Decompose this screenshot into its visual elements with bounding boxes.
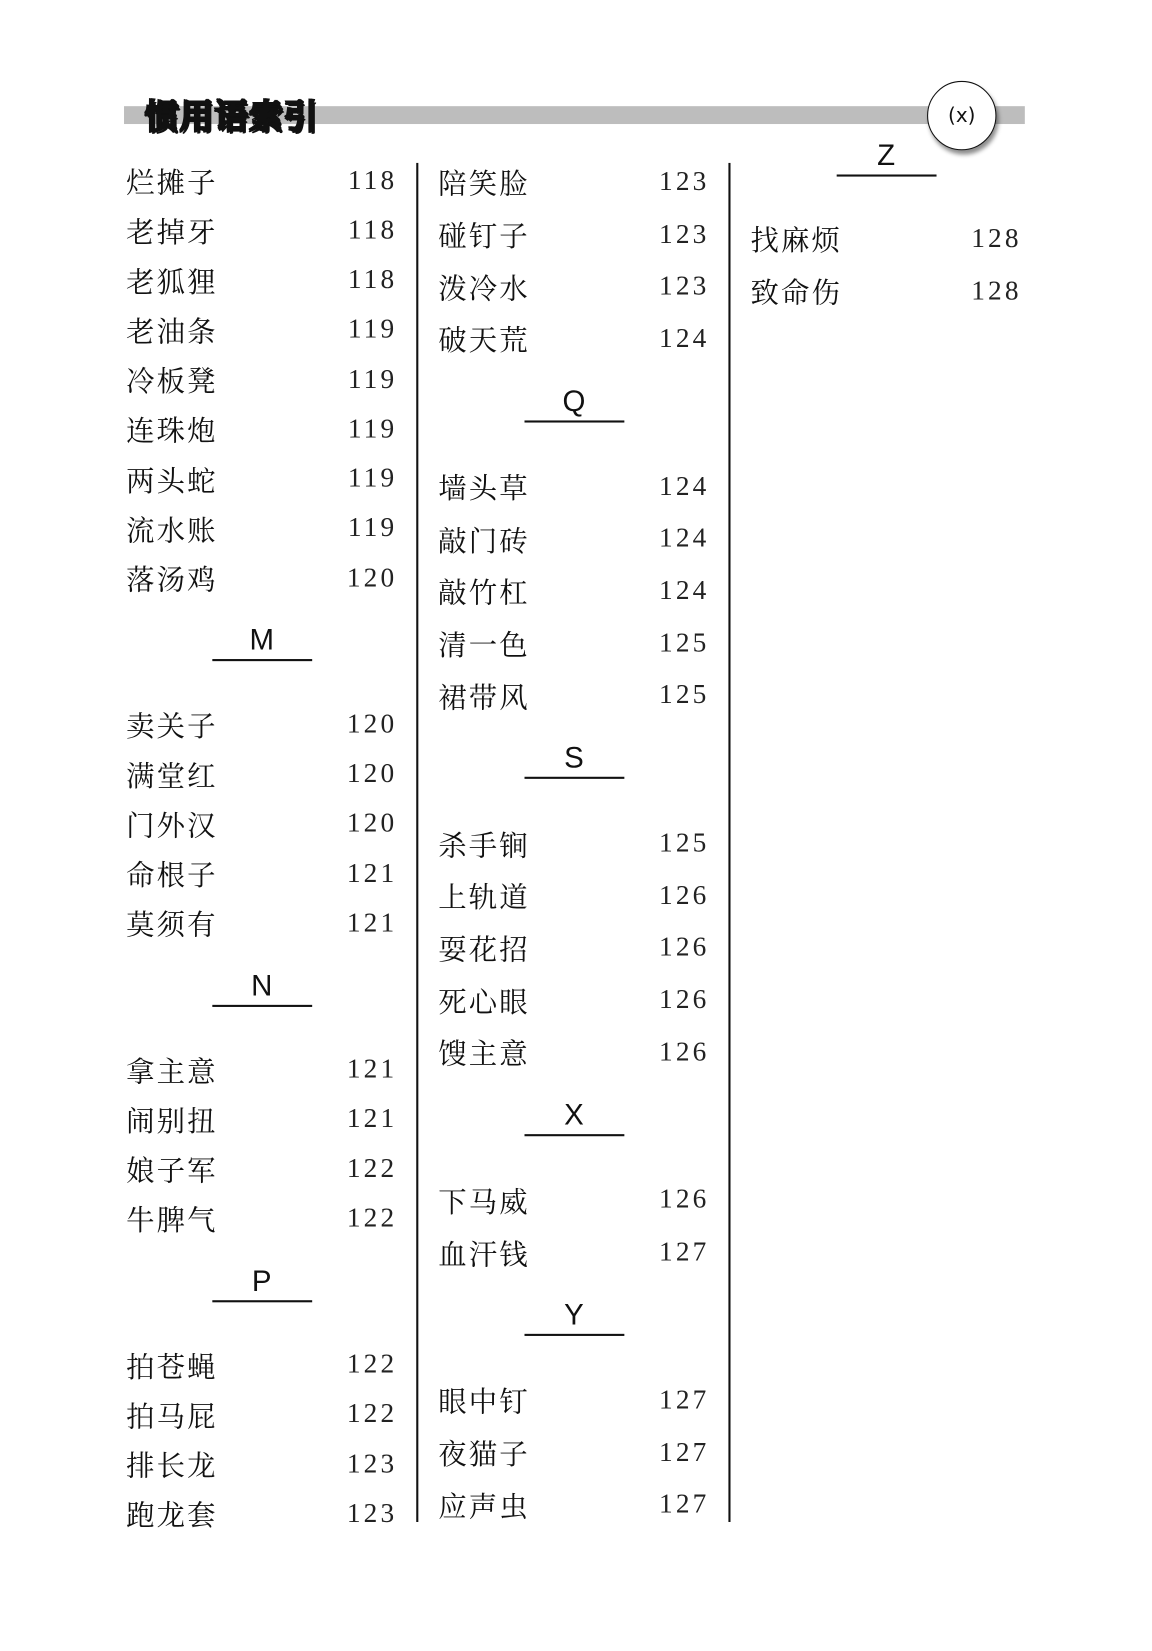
idiom-term: 拍苍蝇 bbox=[126, 1351, 218, 1384]
section-heading bbox=[438, 741, 709, 817]
index-entry bbox=[126, 799, 397, 849]
idiom-term: 冷板凳 bbox=[126, 365, 218, 399]
index-entry bbox=[126, 1389, 397, 1439]
idiom-term: 拍马屁 bbox=[126, 1400, 218, 1434]
index-section bbox=[126, 1263, 398, 1539]
idiom-term: 墙头草 bbox=[438, 473, 530, 506]
index-entry bbox=[126, 1340, 397, 1390]
idiom-term: 拿主意 bbox=[126, 1055, 218, 1089]
section-letter: Z bbox=[836, 139, 936, 177]
page-ref: 118 bbox=[347, 263, 398, 295]
page-ref: 127 bbox=[659, 1436, 710, 1467]
index-entry bbox=[438, 974, 709, 1026]
index-entry bbox=[126, 1439, 397, 1489]
index-entry bbox=[126, 1144, 397, 1194]
idiom-term: 老掉牙 bbox=[126, 216, 218, 250]
section-letter: X bbox=[524, 1098, 624, 1136]
index-entry bbox=[438, 1026, 709, 1078]
section-letter: Y bbox=[524, 1298, 624, 1336]
page-ref: 120 bbox=[346, 561, 398, 593]
idiom-term: 碰钉子 bbox=[438, 220, 530, 254]
page-ref: 124 bbox=[659, 470, 710, 501]
idiom-term: 门外汉 bbox=[126, 810, 218, 843]
page-ref: 128 bbox=[971, 274, 1022, 306]
index-entry bbox=[438, 1226, 709, 1278]
index-entry bbox=[126, 1094, 397, 1144]
page-ref: 119 bbox=[347, 462, 398, 494]
index-entry bbox=[126, 1044, 397, 1094]
idiom-term: 找麻烦 bbox=[750, 225, 842, 258]
page-title: 惯用语索引 bbox=[145, 96, 319, 137]
idiom-term: 排长龙 bbox=[126, 1450, 218, 1484]
index-entry bbox=[126, 205, 397, 255]
index-entry bbox=[438, 617, 709, 669]
idiom-term: 致命伤 bbox=[750, 277, 842, 311]
index-entry bbox=[126, 1489, 397, 1539]
index-entry bbox=[438, 460, 709, 512]
idiom-term: 敲竹杠 bbox=[438, 577, 530, 611]
page-ref: 121 bbox=[346, 1053, 398, 1084]
index-entry bbox=[438, 156, 709, 208]
idiom-term: 杀手锏 bbox=[438, 829, 530, 863]
page-ref: 118 bbox=[347, 214, 398, 245]
idiom-term: 裙带风 bbox=[438, 681, 530, 715]
idiom-term: 上轨道 bbox=[438, 882, 530, 915]
page-ref: 127 bbox=[659, 1384, 710, 1415]
idiom-term: 卖关子 bbox=[126, 710, 218, 744]
index-entry bbox=[126, 699, 397, 749]
idiom-term: 流水账 bbox=[126, 514, 218, 548]
idiom-term: 清一色 bbox=[438, 629, 530, 663]
section-heading bbox=[126, 623, 397, 699]
page-ref: 124 bbox=[659, 322, 710, 354]
page-ref: 121 bbox=[346, 1102, 398, 1134]
index-section bbox=[438, 384, 710, 721]
section-letter: M bbox=[212, 624, 312, 662]
index-entry bbox=[438, 1478, 709, 1530]
idiom-term: 馊主意 bbox=[438, 1038, 530, 1072]
section-heading bbox=[438, 384, 709, 460]
index-section bbox=[126, 968, 398, 1243]
idiom-term: 敲门砖 bbox=[438, 525, 530, 558]
page-ref: 123 bbox=[346, 1448, 398, 1479]
idiom-term: 莫须有 bbox=[126, 909, 218, 943]
idiom-term: 泼冷水 bbox=[438, 272, 530, 306]
column-divider bbox=[728, 163, 730, 1522]
idiom-term: 死心眼 bbox=[438, 986, 530, 1020]
index-entry bbox=[126, 1193, 397, 1243]
index-entry bbox=[126, 898, 397, 948]
idiom-term: 娘子军 bbox=[126, 1155, 218, 1188]
page-ref: 127 bbox=[659, 1236, 710, 1267]
index-entry bbox=[126, 305, 397, 355]
page-ref: 128 bbox=[971, 222, 1022, 254]
index-entry bbox=[438, 512, 709, 564]
page-ref: 126 bbox=[659, 983, 710, 1015]
page-ref: 122 bbox=[346, 1152, 398, 1184]
page-ref: 126 bbox=[659, 1036, 710, 1067]
index-entry bbox=[126, 503, 397, 553]
page-ref: 123 bbox=[346, 1497, 398, 1529]
section-letter: P bbox=[212, 1264, 312, 1302]
section-letter: S bbox=[524, 741, 624, 779]
page-ref: 123 bbox=[659, 165, 710, 197]
index-entry bbox=[438, 869, 709, 921]
index-entry bbox=[438, 312, 709, 364]
idiom-term: 烂摊子 bbox=[126, 167, 218, 200]
idiom-term: 老狐狸 bbox=[126, 266, 218, 300]
section-heading bbox=[750, 138, 1021, 212]
section-heading bbox=[438, 1298, 709, 1374]
page-ref: 120 bbox=[346, 757, 398, 789]
page-ref: 126 bbox=[659, 1184, 710, 1215]
page-ref: 123 bbox=[659, 270, 710, 301]
index-section bbox=[438, 741, 710, 1078]
idiom-term: 命根子 bbox=[126, 859, 218, 893]
index-section bbox=[750, 138, 1022, 316]
page-ref: 119 bbox=[347, 512, 398, 543]
idiom-term: 破天荒 bbox=[438, 325, 530, 358]
index-section bbox=[126, 156, 397, 603]
section-heading bbox=[126, 1263, 397, 1340]
index-entry bbox=[438, 1374, 709, 1426]
index-entry bbox=[438, 260, 709, 312]
idiom-term: 夜猫子 bbox=[438, 1438, 530, 1472]
index-entry bbox=[126, 156, 397, 206]
page-ref: 123 bbox=[659, 218, 710, 249]
page-ref: 121 bbox=[346, 857, 398, 888]
index-section bbox=[126, 623, 398, 947]
page-number-badge: (x) bbox=[927, 81, 996, 150]
index-column-3 bbox=[750, 138, 1022, 316]
index-entry bbox=[126, 404, 397, 454]
column-divider bbox=[416, 163, 418, 1522]
page-ref: 121 bbox=[346, 906, 398, 938]
page-ref: 124 bbox=[659, 574, 710, 606]
index-entry bbox=[126, 255, 397, 305]
page-ref: 119 bbox=[347, 412, 398, 444]
page-ref: 125 bbox=[659, 679, 710, 710]
idiom-term: 眼中钉 bbox=[438, 1386, 530, 1420]
section-heading bbox=[126, 968, 397, 1044]
idiom-term: 跑龙套 bbox=[126, 1500, 218, 1533]
page-ref: 119 bbox=[347, 313, 398, 345]
index-entry bbox=[438, 208, 709, 260]
index-section bbox=[438, 1098, 710, 1278]
index-entry bbox=[126, 553, 397, 603]
idiom-term: 落汤鸡 bbox=[126, 564, 218, 598]
idiom-term: 应声虫 bbox=[438, 1491, 530, 1524]
page-ref: 122 bbox=[346, 1202, 398, 1233]
idiom-term: 老油条 bbox=[126, 316, 218, 349]
page-ref: 120 bbox=[346, 708, 398, 739]
section-heading bbox=[438, 1098, 709, 1174]
index-entry bbox=[126, 354, 397, 404]
index-entry bbox=[438, 565, 709, 617]
idiom-term: 两头蛇 bbox=[126, 465, 218, 498]
index-entry bbox=[126, 848, 397, 898]
page-ref: 125 bbox=[659, 627, 710, 658]
idiom-term: 下马威 bbox=[438, 1186, 530, 1220]
page-ref: 125 bbox=[659, 827, 710, 858]
index-entry bbox=[126, 454, 397, 504]
idiom-term: 满堂红 bbox=[126, 760, 218, 794]
index-entry bbox=[438, 669, 709, 721]
index-entry bbox=[750, 265, 1021, 317]
page-ref: 126 bbox=[659, 879, 710, 910]
index-entry bbox=[750, 212, 1021, 264]
index-entry bbox=[438, 1174, 709, 1226]
index-column-1 bbox=[126, 156, 397, 1539]
index-entry bbox=[126, 749, 397, 799]
page-ref: 126 bbox=[659, 931, 710, 963]
page-ref: 119 bbox=[347, 363, 398, 394]
idiom-term: 陪笑脸 bbox=[438, 168, 530, 202]
page-ref: 124 bbox=[659, 522, 710, 554]
page-ref: 118 bbox=[347, 164, 398, 196]
idiom-term: 闹别扭 bbox=[126, 1105, 218, 1139]
page-ref: 127 bbox=[659, 1488, 710, 1520]
section-letter: Q bbox=[524, 384, 624, 422]
page-ref: 122 bbox=[346, 1398, 398, 1429]
index-entry bbox=[438, 1426, 709, 1478]
index-column-2 bbox=[438, 156, 709, 1531]
idiom-term: 血汗钱 bbox=[438, 1238, 530, 1272]
index-section bbox=[438, 156, 709, 365]
idiom-term: 耍花招 bbox=[438, 934, 530, 967]
index-entry bbox=[438, 921, 709, 973]
idiom-term: 牛脾气 bbox=[126, 1204, 218, 1238]
page-ref: 122 bbox=[346, 1348, 398, 1380]
section-letter: N bbox=[212, 969, 312, 1007]
index-entry bbox=[438, 817, 709, 869]
idiom-term: 连珠炮 bbox=[126, 415, 218, 449]
page-ref: 120 bbox=[346, 807, 398, 839]
index-section bbox=[438, 1298, 710, 1531]
